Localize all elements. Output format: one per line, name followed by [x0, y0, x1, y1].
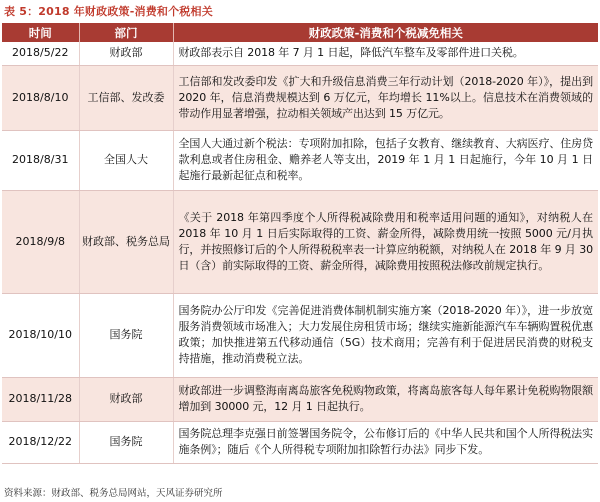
row-date: 2018/10/10	[2, 293, 79, 377]
row-dept: 全国人大	[79, 130, 173, 190]
row-date: 2018/9/8	[2, 190, 79, 293]
table-header	[2, 23, 598, 42]
row-dept: 工信部、发改委	[79, 65, 173, 130]
row-date: 2018/12/22	[2, 421, 79, 463]
table-row	[2, 293, 598, 377]
row-dept: 财政部	[79, 42, 173, 65]
table-row	[2, 65, 598, 130]
row-date: 2018/11/28	[2, 377, 79, 421]
row-dept: 国务院	[79, 293, 173, 377]
row-content: 全国人大通过新个税法：专项附加扣除，包括子女教育、继续教育、大病医疗、住房贷款利息或者住房租金、赡养老人等支出，2019 年 1 月 1 日起施行，今年 10 月 1 日起施行最新起征点和税率。	[173, 130, 598, 190]
table-row	[2, 42, 598, 65]
row-content: 《关于 2018 年第四季度个人所得税减除费用和税率适用问题的通知》，对纳税人在 2018 年 10 月 1 日后实际取得的工资、薪金所得，减除费用统一按照 5000 元/月执行，并按照修订后的个人所得税税率表一计算应纳税额，对纳税人在 2018 年 9 月 30 日（含）前实际取得的工资、薪金所得，减除费用按照税法修改前规定执行。	[173, 190, 598, 293]
table-row	[2, 421, 598, 463]
source-note: 资料来源：财政部、税务总局网站，天风证券研究所	[4, 488, 223, 499]
row-date: 2018/5/22	[2, 42, 79, 65]
policy-table	[2, 23, 598, 464]
row-dept: 财政部	[79, 377, 173, 421]
header-policy: 财政政策-消费和个税减免相关	[173, 23, 598, 42]
table-body	[2, 42, 598, 463]
row-content: 财政部表示自 2018 年 7 月 1 日起，降低汽车整车及零部件进口关税。	[173, 42, 598, 65]
row-dept: 财政部、税务总局	[79, 190, 173, 293]
table-row	[2, 190, 598, 293]
row-content: 财政部进一步调整海南离岛旅客免税购物政策，将离岛旅客每人每年累计免税购物限额增加到 30000 元，12 月 1 日起执行。	[173, 377, 598, 421]
table-row	[2, 130, 598, 190]
table-row	[2, 377, 598, 421]
row-date: 2018/8/31	[2, 130, 79, 190]
row-content: 国务院总理李克强日前签署国务院令，公布修订后的《中华人民共和国个人所得税法实施条例》；随后《个人所得税专项附加扣除暂行办法》同步下发。	[173, 421, 598, 463]
row-content: 工信部和发改委印发《扩大和升级信息消费三年行动计划（2018-2020 年）》，提出到 2020 年，信息消费规模达到 6 万亿元，年均增长 11%以上。信息技术在消费领域的带动作用显著增强，拉动相关领域产出达到 15 万亿元。	[173, 65, 598, 130]
header-time: 时间	[2, 23, 79, 42]
row-dept: 国务院	[79, 421, 173, 463]
row-date: 2018/8/10	[2, 65, 79, 130]
header-dept: 部门	[79, 23, 173, 42]
row-content: 国务院办公厅印发《完善促进消费体制机制实施方案（2018-2020 年）》，进一步放宽服务消费领域市场准入；大力发展住房租赁市场；继续实施新能源汽车车辆购置税优惠政策；加快推进第五代移动通信（5G）技术商用；完善有利于促进居民消费的财税支持措施，推动消费税立法。	[173, 293, 598, 377]
table-title: 表 5：2018 年财政政策-消费和个税相关	[4, 5, 213, 18]
